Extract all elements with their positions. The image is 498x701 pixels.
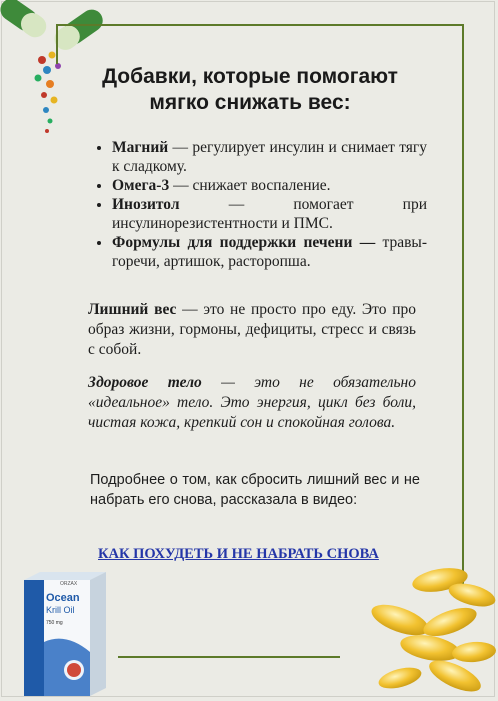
page-title: Добавки, которые помогают мягко снижать вес:	[102, 65, 398, 114]
frame-line-top	[56, 24, 464, 26]
frame-line-left	[56, 24, 58, 64]
healthy-body-paragraph: Здоровое тело — это не обязательно «идеальное» тело. Это энергия, цикл без боли, чистая кожа, крепкий сон и спокойная голова.	[88, 374, 416, 431]
product-dose: 750 mg	[46, 620, 63, 626]
video-link[interactable]: КАК ПОХУДЕТЬ И НЕ НАБРАТЬ СНОВА	[98, 546, 379, 562]
product-name-line2: Krill Oil	[46, 605, 75, 615]
video-intro-paragraph: Подробнее о том, как сбросить лишний вес и не набрать его снова, рассказала в видео:	[90, 472, 420, 508]
krill-oil-product-box	[16, 572, 106, 696]
product-name-line1: Ocean	[46, 592, 80, 604]
list-item: • Омега-3 — снижает воспаление.	[112, 176, 427, 195]
frame-line-right	[462, 24, 464, 590]
list-item: • Инозитол — помогает при инсулинорезистентности и ПМС.	[112, 195, 427, 233]
product-brand: ORZAX	[60, 581, 78, 587]
excess-weight-paragraph: Лишний вес — это не просто про еду. Это про образ жизни, гормоны, дефициты, стресс и связь с собой.	[88, 301, 416, 358]
frame-line-bottom	[118, 656, 340, 658]
list-item: • Магний — регулирует инсулин и снимает тягу к сладкому.	[112, 138, 427, 176]
list-item: • Формулы для поддержки печени — травы-горечи, артишок, расторопша.	[112, 233, 427, 271]
supplements-list	[96, 138, 427, 271]
softgel-capsules-illustration	[360, 560, 496, 699]
